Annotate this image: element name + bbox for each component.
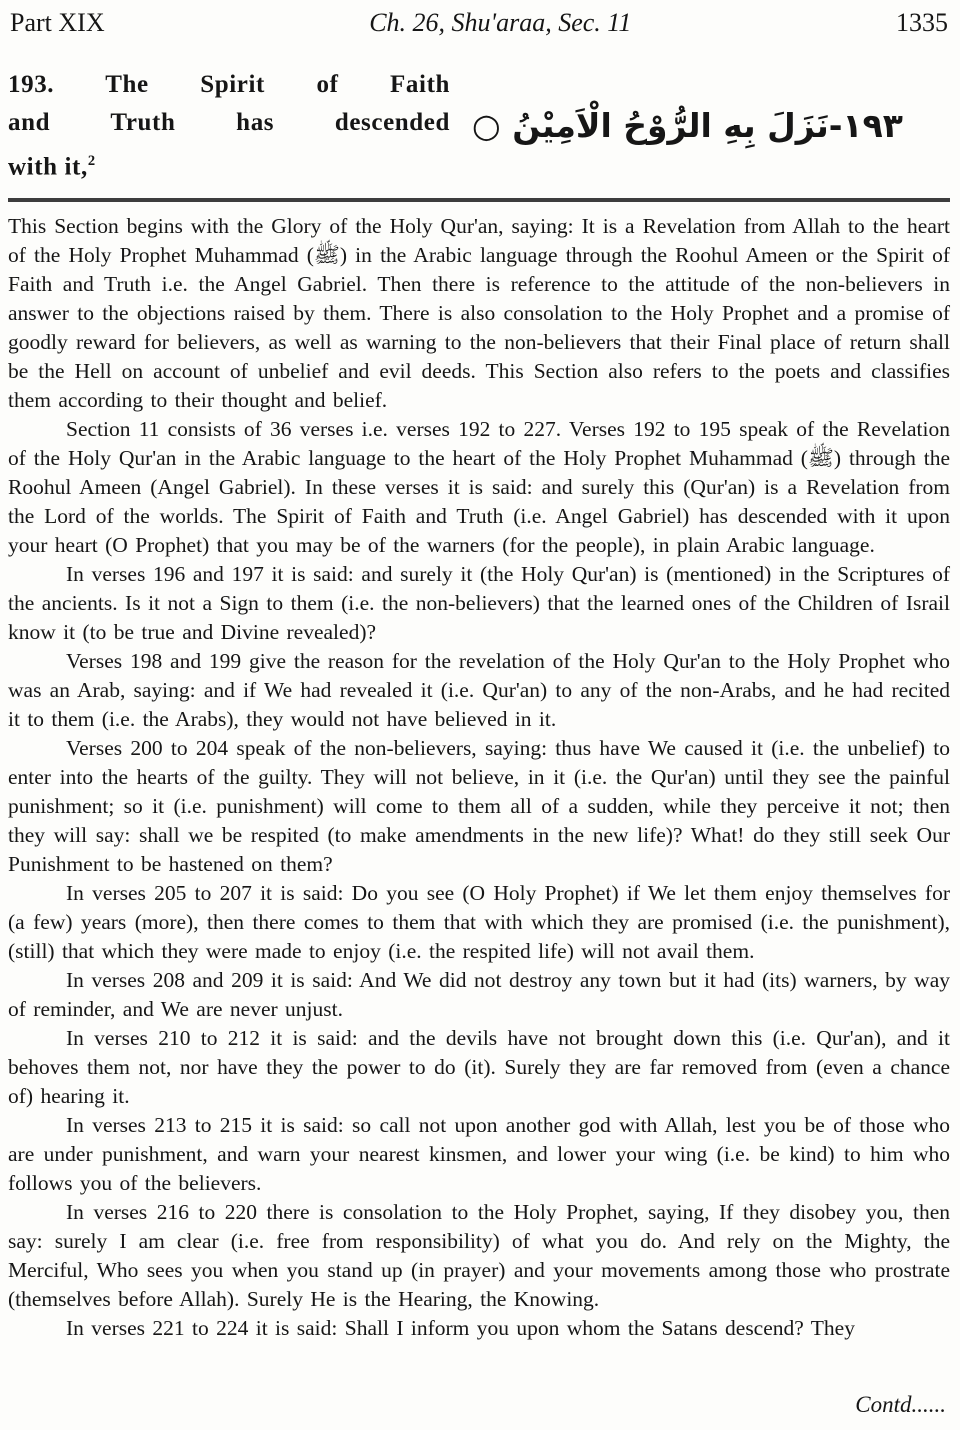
chapter-title: Ch. 26, Shu'araa, Sec. 11 — [369, 8, 632, 37]
commentary-body — [8, 212, 950, 1343]
verse-translation — [8, 66, 450, 186]
verse-arabic-text: ١٩٣-نَزَلَ بِهِ الرُّوْحُ الْاَمِيْنُ ○ — [472, 106, 903, 146]
section-divider — [8, 198, 950, 202]
verse-translation-text: with it, — [8, 153, 88, 181]
paragraph: In verses 196 and 197 it is said: and surely it (the Holy Qur'an) is (mentioned) in the Scriptures of the ancients. Is it not a Sign to them (i.e. the non-believers) that the learned ones of the Children of Israil know it (to be true and Divine revealed)? — [8, 562, 950, 645]
paragraph: Verses 200 to 204 speak of the non-believers, saying: thus have We caused it (i.e. the unbelief) to enter into the hearts of the guilty. They will not believe, in it (i.e. the Qur'an) until they see the painful punishment; so it (i.e. punishment) will come to them all of a sudden, while they perceive it not; then they will say: shall we be respited (to make amendments in the new life)? What! do they still seek Our Punishment to be hastened on them? — [8, 736, 950, 877]
verse-block — [8, 66, 950, 186]
paragraph: In verses 208 and 209 it is said: And We did not destroy any town but it had (its) warners, by way of reminder, and We are never unjust. — [8, 968, 950, 1022]
paragraph: In verses 205 to 207 it is said: Do you see (O Holy Prophet) if We let them enjoy themselves for (a few) years (more), then there comes to them that with which they are promised (i.e. the punishment), (still) that which they were made to enjoy (i.e. the respited life) will not avail them. — [8, 881, 950, 964]
footnote-ref: 2 — [87, 153, 96, 169]
part-label: Part XIX — [10, 8, 105, 37]
paragraph: In verses 216 to 220 there is consolation to the Holy Prophet, saying, If they disobey you, then say: surely I am clear (i.e. free from responsibility) of what you do. And rely on the Mighty, the Merciful, Who sees you when you stand up (in prayer) and your movements among those who prostrate (themselves before Allah). Surely He is the Hearing, the Knowing. — [8, 1200, 950, 1312]
paragraph: Verses 198 and 199 give the reason for the revelation of the Holy Qur'an to the Holy Prophet who was an Arab, saying: and if We had revealed it (i.e. Qur'an) to any of the non-Arabs, and he had recited it to them (i.e. the Arabs), they would not have believed in it. — [8, 649, 950, 732]
verse-translation-line: 193. The Spirit of Faith — [8, 71, 450, 98]
paragraph: In verses 210 to 212 it is said: and the devils have not brought down this (i.e. Qur'an), and it behoves them not, nor have they the power to do (it). Surely they are far removed from (even a chance of) hearing it. — [8, 1026, 950, 1109]
verse-translation-line — [8, 142, 450, 186]
page-header — [8, 8, 950, 38]
verse-translation-line: and Truth has descended — [8, 109, 450, 136]
paragraph: In verses 213 to 215 it is said: so call not upon another god with Allah, lest you be of those who are under punishment, and warn your nearest kinsmen, and lower your wing (i.e. be kind) to him who follows you of the believers. — [8, 1113, 950, 1196]
paragraph: This Section begins with the Glory of the Holy Qur'an, saying: It is a Revelation from Allah to the heart of the Holy Prophet Muhammad (ﷺ) in the Arabic language through the Roohul Ameen or the Spirit of Faith and Truth i.e. the Angel Gabriel. Then there is reference to the attitude of the non-believers in answer to the objections raised by them. There is also consolation to the Holy Prophet and a promise of goodly reward for believers, as well as warning to the non-believers that their Final place of return shall be the Hell on account of unbelief and evil deeds. This Section also refers to the poets and classifies them according to their thought and belief. — [8, 214, 951, 413]
paragraph: Section 11 consists of 36 verses i.e. verses 192 to 227. Verses 192 to 195 speak of the Revelation of the Holy Qur'an in the Arabic language to the heart of the Holy Prophet Muhammad (ﷺ) through the Roohul Ameen (Angel Gabriel). In these verses it is said: and surely this (Qur'an) is a Revelation from the Lord of the worlds. The Spirit of Faith and Truth (i.e. Angel Gabriel) has descended with it upon your heart (O Prophet) that you may be of the warners (for the people), in plain Arabic language. — [8, 417, 950, 558]
paragraph: In verses 221 to 224 it is said: Shall I inform you upon whom the Satans descend? They — [66, 1316, 855, 1341]
continued-label: Contd...... — [855, 1392, 946, 1417]
page-number: 1335 — [895, 8, 948, 37]
